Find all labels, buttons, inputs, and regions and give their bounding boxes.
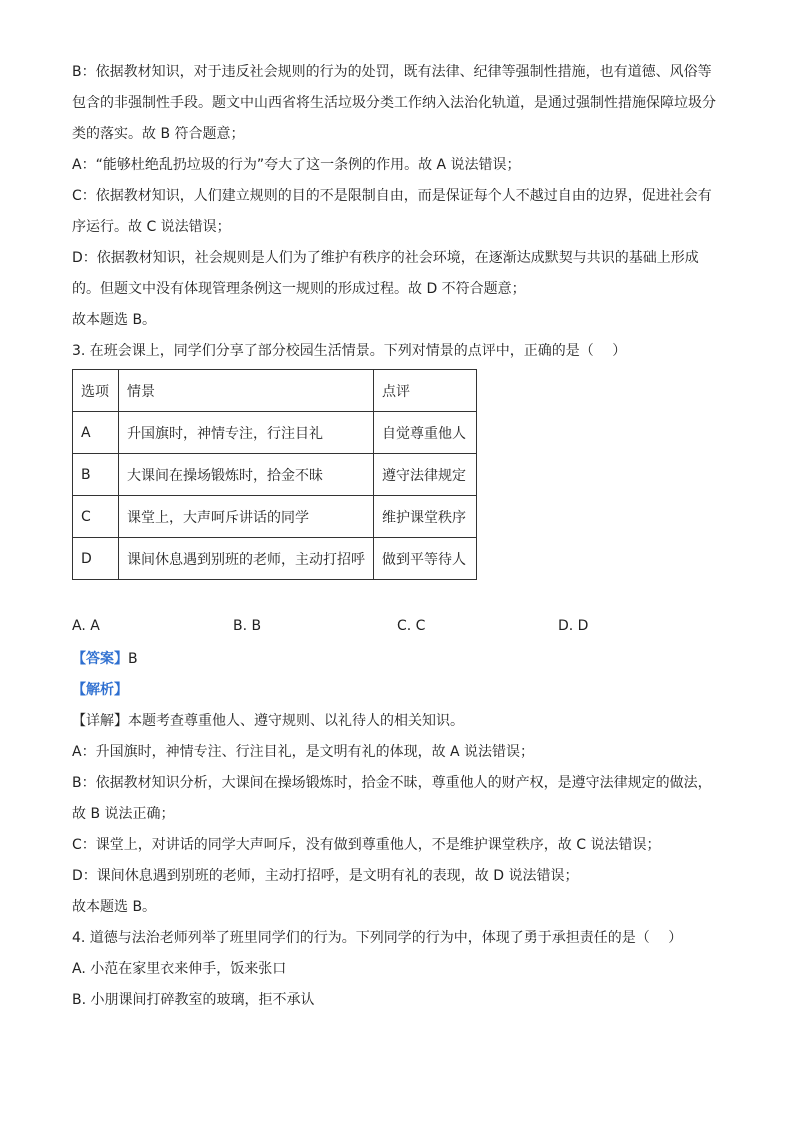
table-cell: 升国旗时，神情专注，行注目礼 [119, 412, 374, 454]
scenario-table [72, 369, 477, 580]
question-3-stem: 3. 在班会课上，同学们分享了部分校园生活情景。下列对情景的点评中，正确的是（ ） [72, 343, 627, 359]
text-line: C：课堂上，对讲话的同学大声呵斥，没有做到尊重他人，不是维护课堂秩序，故 C 说法错误； [72, 837, 661, 853]
text-line: 故本题选 B。 [72, 312, 157, 328]
table-cell: D [73, 538, 119, 580]
question-4-stem: 4. 道德与法治老师列举了班里同学们的行为。下列同学的行为中，体现了勇于承担责任的是（ ） [72, 930, 683, 946]
table-row [73, 538, 477, 580]
option-c: C. C [397, 618, 426, 634]
table-header-cell: 选项 [73, 370, 119, 412]
table-cell: 自觉尊重他人 [374, 412, 477, 454]
analysis-line [72, 680, 732, 700]
answer-tag: 【答案】 [72, 651, 128, 667]
text-line: A：“能够杜绝乱扔垃圾的行为”夸大了这一条例的作用。故 A 说法错误； [72, 157, 521, 173]
text-line: 故本题选 B。 [72, 899, 157, 915]
table-cell: 大课间在操场锻炼时，拾金不昧 [119, 454, 374, 496]
table-row [73, 496, 477, 538]
table-header-cell: 情景 [119, 370, 374, 412]
detail-tag: 【详解】 [72, 713, 128, 729]
text-line: 的。但题文中没有体现管理条例这一规则的形成过程。故 D 不符合题意； [72, 281, 526, 297]
table-row [73, 412, 477, 454]
detail-text: 本题考查尊重他人、遵守规则、以礼待人的相关知识。 [128, 713, 464, 729]
table-cell: C [73, 496, 119, 538]
table-cell: B [73, 454, 119, 496]
text-line: 故 B 说法正确； [72, 806, 175, 822]
table-cell: 课堂上，大声呵斥讲话的同学 [119, 496, 374, 538]
table-cell: 做到平等待人 [374, 538, 477, 580]
table-row [73, 454, 477, 496]
text-line: 序运行。故 C 说法错误； [72, 219, 231, 235]
table-cell: 维护课堂秩序 [374, 496, 477, 538]
text-line: D：课间休息遇到别班的老师，主动打招呼，是文明有礼的表现，故 D 说法错误； [72, 868, 579, 884]
text-line: 类的落实。故 B 符合题意； [72, 126, 245, 142]
text-line: D：依据教材知识，社会规则是人们为了维护有秩序的社会环境，在逐渐达成默契与共识的基础上形成 [72, 250, 699, 266]
option-a: A. A [72, 618, 100, 634]
text-line: B：依据教材知识，对于违反社会规则的行为的处罚，既有法律、纪律等强制性措施，也有道德、风俗等 [72, 64, 712, 80]
table-header-row [73, 370, 477, 412]
detail-line [72, 711, 732, 731]
question-3-options [72, 618, 732, 638]
option-a: A. 小范在家里衣来伸手，饭来张口 [72, 961, 287, 977]
table-header-cell: 点评 [374, 370, 477, 412]
table-cell: 遵守法律规定 [374, 454, 477, 496]
option-b: B. 小朋课间打碎教室的玻璃，拒不承认 [72, 992, 315, 1008]
text-line: A：升国旗时，神情专注、行注目礼，是文明有礼的体现，故 A 说法错误； [72, 744, 535, 760]
table-cell: A [73, 412, 119, 454]
analysis-tag: 【解析】 [72, 682, 128, 698]
answer-line [72, 649, 732, 669]
text-line: 包含的非强制性手段。题文中山西省将生活垃圾分类工作纳入法治化轨道，是通过强制性措施保障垃圾分 [72, 95, 716, 111]
text-line: B：依据教材知识分析，大课间在操场锻炼时，拾金不昧，尊重他人的财产权，是遵守法律规定的做法， [72, 775, 712, 791]
option-d: D. D [558, 618, 589, 634]
option-b: B. B [233, 618, 262, 634]
text-line: C：依据教材知识，人们建立规则的目的不是限制自由，而是保证每个人不越过自由的边界，促进社会有 [72, 188, 712, 204]
answer-value: B [128, 651, 138, 667]
document-page [72, 62, 732, 1010]
table-cell: 课间休息遇到别班的老师，主动打招呼 [119, 538, 374, 580]
